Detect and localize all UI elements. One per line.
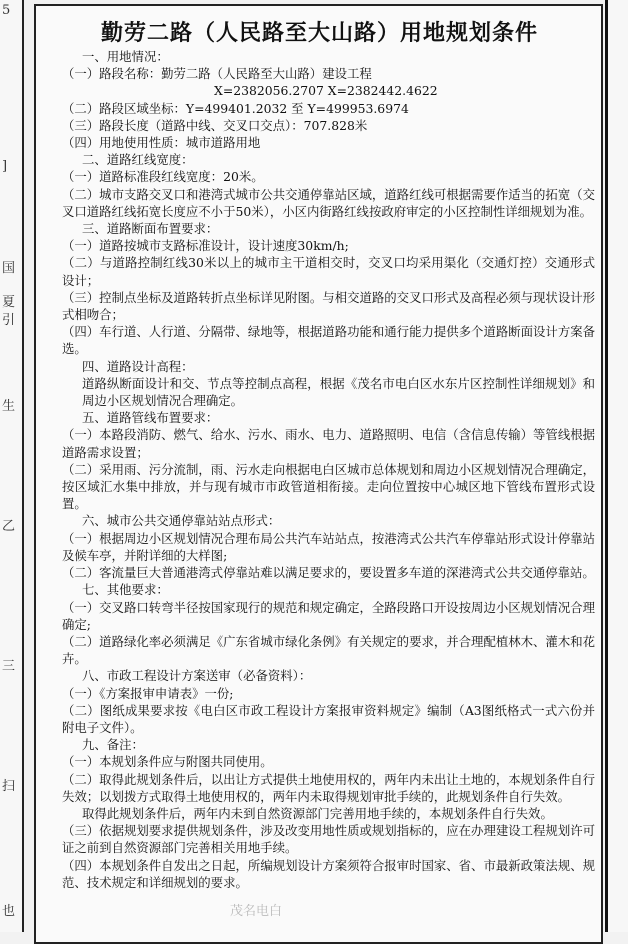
land-use-line: （四）用地使用性质：城市道路用地 xyxy=(62,135,261,151)
paragraph: （三）依据规划要求提供规划条件，涉及改变用地性质或规划指标的，应在办理建设工程规划许可证之前到自然资源部门完善相关用地手续。 xyxy=(62,823,595,856)
paragraph: （一）根据周边小区规划情况合理布局公共汽车站站点，按港湾式公共汽车停靠站形式设计停靠站及候车亭，并附详细的大样图; xyxy=(62,530,595,563)
paragraph: （二）道路绿化率必须满足《广东省城市绿化条例》有关规定的要求，并合理配植林木、灌木和花卉。 xyxy=(62,633,595,667)
left-fragment: ] xyxy=(2,159,8,174)
section-heading: 七、其他要求： xyxy=(82,582,169,598)
section-heading: 五、道路管线布置要求： xyxy=(82,410,219,426)
paragraph: （一）本路段消防、燃气、给水、污水、雨水、电力、道路照明、电信（含信息传输）等管线根据道路需求设置； xyxy=(62,427,595,460)
planning-conditions-document xyxy=(34,4,603,944)
paragraph: （二）图纸成果要求按《电白区市政工程设计方案报审资料规定》编制（A3图纸格式一式六份并附电子文件）。 xyxy=(62,702,595,735)
watermark: 茂名电白 xyxy=(230,904,283,919)
paragraph: （三）控制点坐标及道路转折点坐标详见附图。与相交道路的交叉口形式及高程必须与现状设计形式相吻合； xyxy=(62,289,595,323)
list-item: （一）道路按城市支路标准设计，设计速度30km/h; xyxy=(62,238,349,254)
paragraph: （二）城市支路交叉口和港湾式城市公共交通停靠站区域，道路红线可根据需要作适当的拓宽（交叉口道路红线拓宽长度应不小于50米），小区内街路红线按政府审定的小区控制性详细规划为准。 xyxy=(62,186,595,219)
section-heading: 二、道路红线宽度： xyxy=(82,152,194,168)
section-heading: 四、道路设计高程： xyxy=(82,358,194,374)
paragraph: 道路纵断面设计和交、节点等控制点高程，根据《茂名市电白区水东片区控制性详细规划》和周边小区规划情况合理确定。 xyxy=(82,375,595,409)
left-fragment: 也 xyxy=(2,904,16,919)
left-adjacent-page xyxy=(0,0,24,932)
paragraph: （二）与道路控制红线30米以上的城市主干道相交时，交叉口均采用渠化（交通灯控）交通形式设计； xyxy=(62,255,595,288)
left-fragment: 三 xyxy=(2,659,16,674)
left-fragment: 夏 xyxy=(2,295,16,310)
left-fragment: 扫 xyxy=(2,779,16,794)
section-heading: 八、市政工程设计方案送审（必备资料）： xyxy=(82,668,312,684)
left-fragment: 乙 xyxy=(2,519,16,534)
paragraph: （二）取得此规划条件后，以出让方式提供土地使用权的，两年内未出让土地的，本规划条件自行失效；以划拨方式取得土地使用权的，两年内未取得规划审批手续的，此规划条件自行失效。 xyxy=(62,771,595,804)
road-length-line: （三）路段长度（道路中线、交叉口交点）：707.828米 xyxy=(62,117,368,133)
coord-y-line: （二）路段区域坐标：Y=499401.2032 至 Y=499953.6974 xyxy=(62,100,409,116)
section-heading: 三、道路断面布置要求： xyxy=(82,221,219,237)
paragraph: （四）本规划条件自发出之日起，所编规划设计方案须符合报审时国家、省、市最新政策法规、规范、技术规定和详细规划的要求。 xyxy=(62,857,595,890)
paragraph: （一）交叉路口转弯半径按国家现行的规范和规定确定，全路段路口开设按周边小区规划情况合理确定; xyxy=(62,599,595,632)
left-fragment: 5 xyxy=(2,3,11,18)
paragraph: （四）车行道、人行道、分隔带、绿地等，根据道路功能和通行能力提供多个道路断面设计方案备选。 xyxy=(62,324,595,357)
list-item: （一）《方案报审申请表》一份; xyxy=(62,685,234,701)
document-title: 勤劳二路（人民路至大山路）用地规划条件 xyxy=(100,20,538,46)
paragraph: 取得此规划条件后，两年内未到自然资源部门完善用地手续的，本规划条件自行失效。 xyxy=(82,805,553,821)
section-heading: 九、备注： xyxy=(82,737,144,753)
paragraph: （二）客流量巨大普通港湾式停靠站难以满足要求的，要设置多车道的深港湾式公共交通停靠站。 xyxy=(62,565,595,581)
paragraph: （二）采用雨、污分流制，雨、污水走向根据电白区城市总体规划和周边小区规划情况合理确定，按区域汇水集中排放，并与现有城市市政管道相衔接。走向位置按中心城区地下管线布置形式设置。 xyxy=(62,461,595,512)
list-item: （一）本规划条件应与附图共同使用。 xyxy=(62,754,273,770)
section-heading: 六、城市公共交通停靠站站点形式： xyxy=(82,513,281,529)
road-name-line: （一）路段名称：勤劳二路（人民路至大山路）建设工程 xyxy=(62,66,372,82)
left-fragment: 国 xyxy=(2,261,16,276)
left-fragment: 生 xyxy=(2,399,16,414)
list-item: （一）道路标准段红线宽度：20米。 xyxy=(62,169,264,185)
right-page-edge xyxy=(605,0,628,932)
left-fragment: 引 xyxy=(2,313,16,328)
coord-x-line: X=2382056.2707 X=2382442.4622 xyxy=(214,83,438,99)
section-heading: 一、用地情况： xyxy=(82,49,169,64)
